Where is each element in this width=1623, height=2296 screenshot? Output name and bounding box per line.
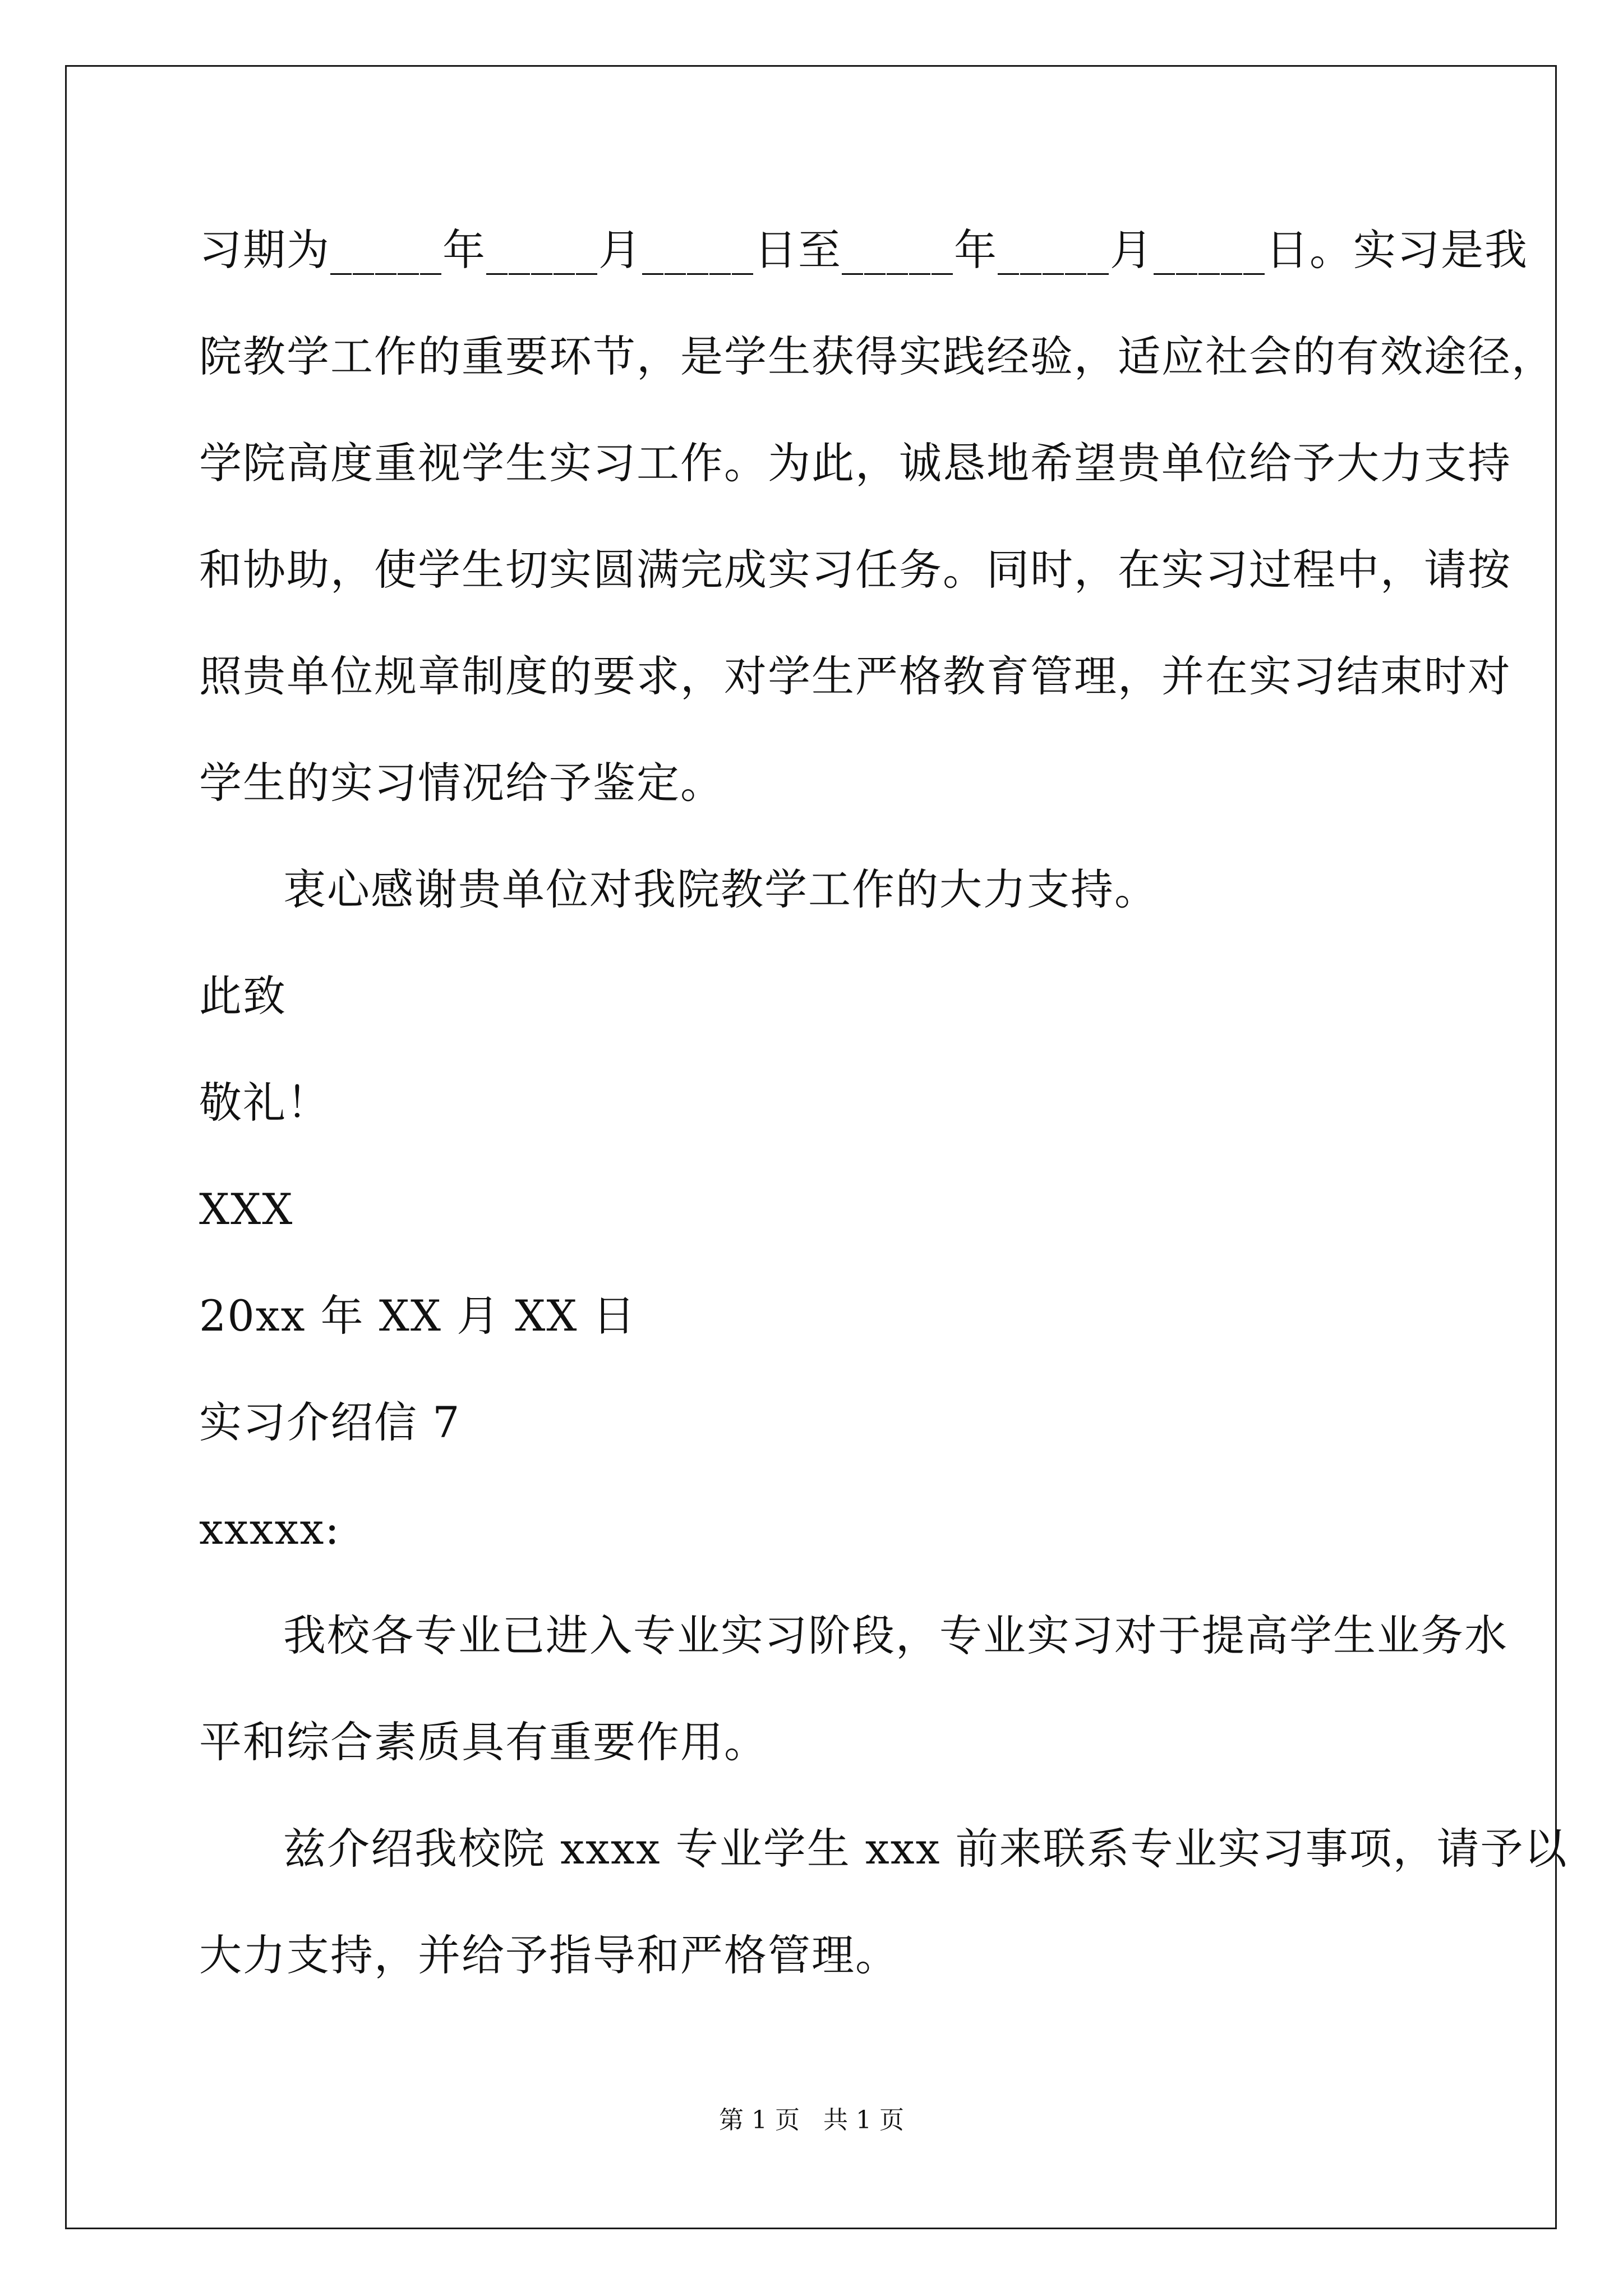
paragraph-line: 兹介绍我校院 xxxx 专业学生 xxx 前来联系专业实习事项，请予以: [283, 1824, 1568, 1874]
document-body: [199, 211, 1568, 2023]
paragraph-line: 院教学工作的重要环节，是学生获得实践经验，适应社会的有效途径，: [199, 332, 1555, 381]
paragraph-line: 学生的实习情况给予鉴定。: [199, 758, 724, 808]
closing-salutation: 此致: [199, 971, 287, 1021]
paragraph-line: 平和综合素质具有重要作用。: [199, 1717, 768, 1767]
paragraph-line: 习期为_____年_____月_____日至_____年_____月_____日。实习是我: [199, 225, 1528, 275]
signature-name: XXX: [199, 1184, 294, 1234]
section-heading: 实习介绍信 7: [199, 1397, 461, 1447]
page-footer: 第 1 页 共 1 页: [719, 2106, 904, 2134]
signature-date: 20xx 年 XX 月 XX 日: [199, 1291, 637, 1341]
closing-regards: 敬礼！: [199, 1078, 330, 1128]
paragraph-line: 我校各专业已进入专业实习阶段，专业实习对于提高学生业务水: [283, 1611, 1508, 1660]
paragraph-line: 学院高度重视学生实习工作。为此，诚恳地希望贵单位给予大力支持: [199, 438, 1511, 488]
thanks-line: 衷心感谢贵单位对我院教学工作的大力支持。: [283, 864, 1158, 914]
paragraph-line: 照贵单位规章制度的要求，对学生严格教育管理，并在实习结束时对: [199, 651, 1511, 701]
paragraph-line: 和协助，使学生切实圆满完成实习任务。同时，在实习过程中，请按: [199, 545, 1511, 595]
paragraph-line: 大力支持，并给予指导和严格管理。: [199, 1930, 899, 1980]
recipient-line: xxxxx:: [199, 1504, 340, 1554]
